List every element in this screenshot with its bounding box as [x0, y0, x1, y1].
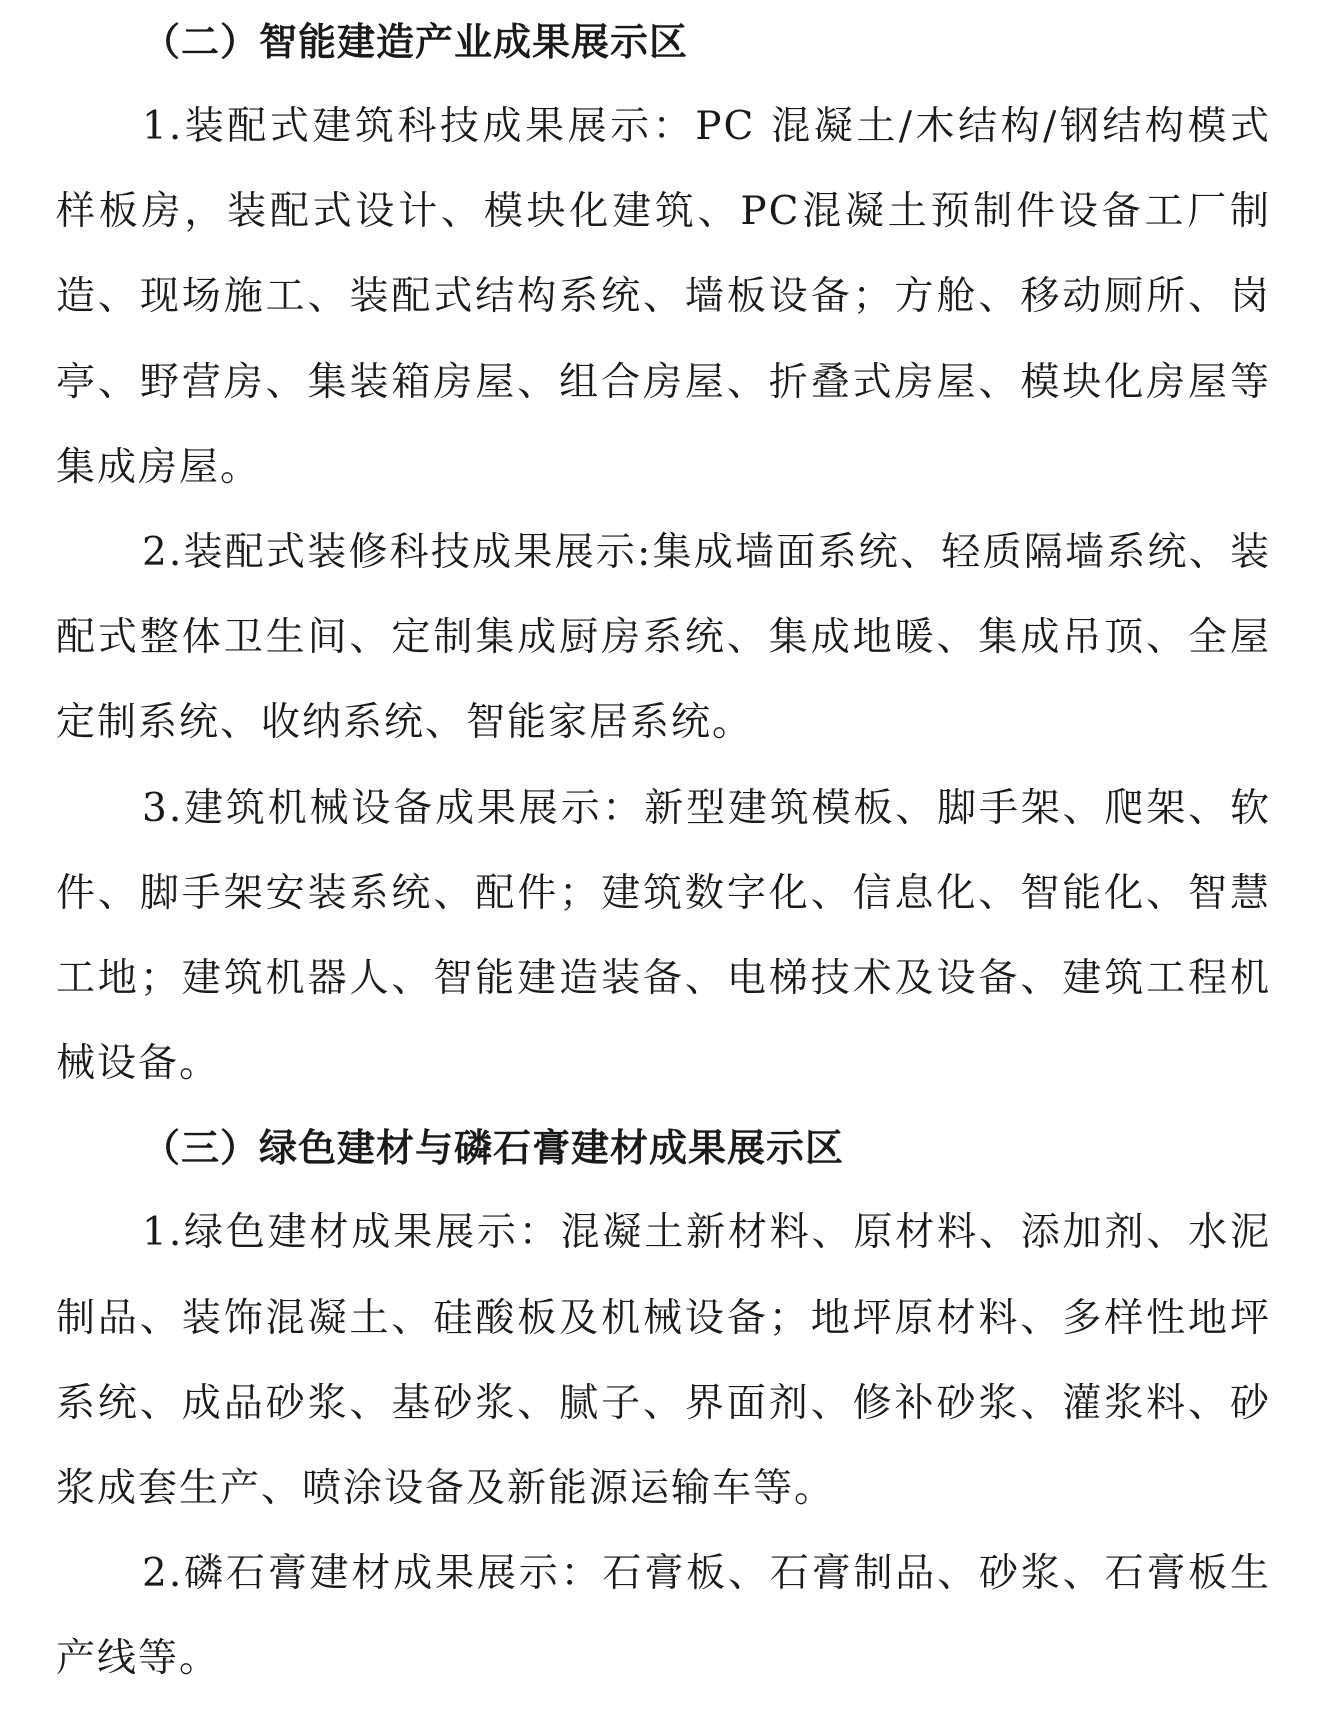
- section-heading: （三）绿色建材与磷石膏建材成果展示区: [142, 1126, 845, 1171]
- section-heading: （二）智能建造产业成果展示区: [142, 20, 689, 64]
- paragraph-green-materials: 1.绿色建材成果展示：混凝土新材料、原材料、添加剂、水泥制品、装饰混凝土、硅酸板及机械设备；地坪原材料、多样性地坪系统、成品砂浆、基砂浆、腻子、界面剂、修补砂浆、灌浆料、砂浆成套生产、喷涂设备及新能源运输车等。: [56, 1210, 1271, 1512]
- paragraph-phosphogypsum: 2.磷石膏建材成果展示：石膏板、石膏制品、砂浆、石膏板生产线等。: [56, 1551, 1271, 1682]
- paragraph-construction-machinery: 3.建筑机械设备成果展示：新型建筑模板、脚手架、爬架、软件、脚手架安装系统、配件；建筑数字化、信息化、智能化、智慧工地；建筑机器人、智能建造装备、电梯技术及设备、建筑工程机械设备。: [56, 785, 1271, 1087]
- paragraph-prefab-building: 1.装配式建筑科技成果展示：PC 混凝土/木结构/钢结构模式样板房，装配式设计、模块化建筑、PC混凝土预制件设备工厂制造、现场施工、装配式结构系统、墙板设备；方舱、移动厕所、岗亭、野营房、集装箱房屋、组合房屋、折叠式房屋、模块化房屋等集成房屋。: [56, 104, 1271, 490]
- paragraph-prefab-decoration: 2.装配式装修科技成果展示:集成墙面系统、轻质隔墙系统、装配式整体卫生间、定制集成厨房系统、集成地暖、集成吊顶、全屋定制系统、收纳系统、智能家居系统。: [56, 530, 1271, 746]
- section-green-materials: [56, 1106, 1271, 1701]
- section-smart-construction: [56, 0, 1271, 1106]
- document-page: [56, 0, 1271, 1702]
